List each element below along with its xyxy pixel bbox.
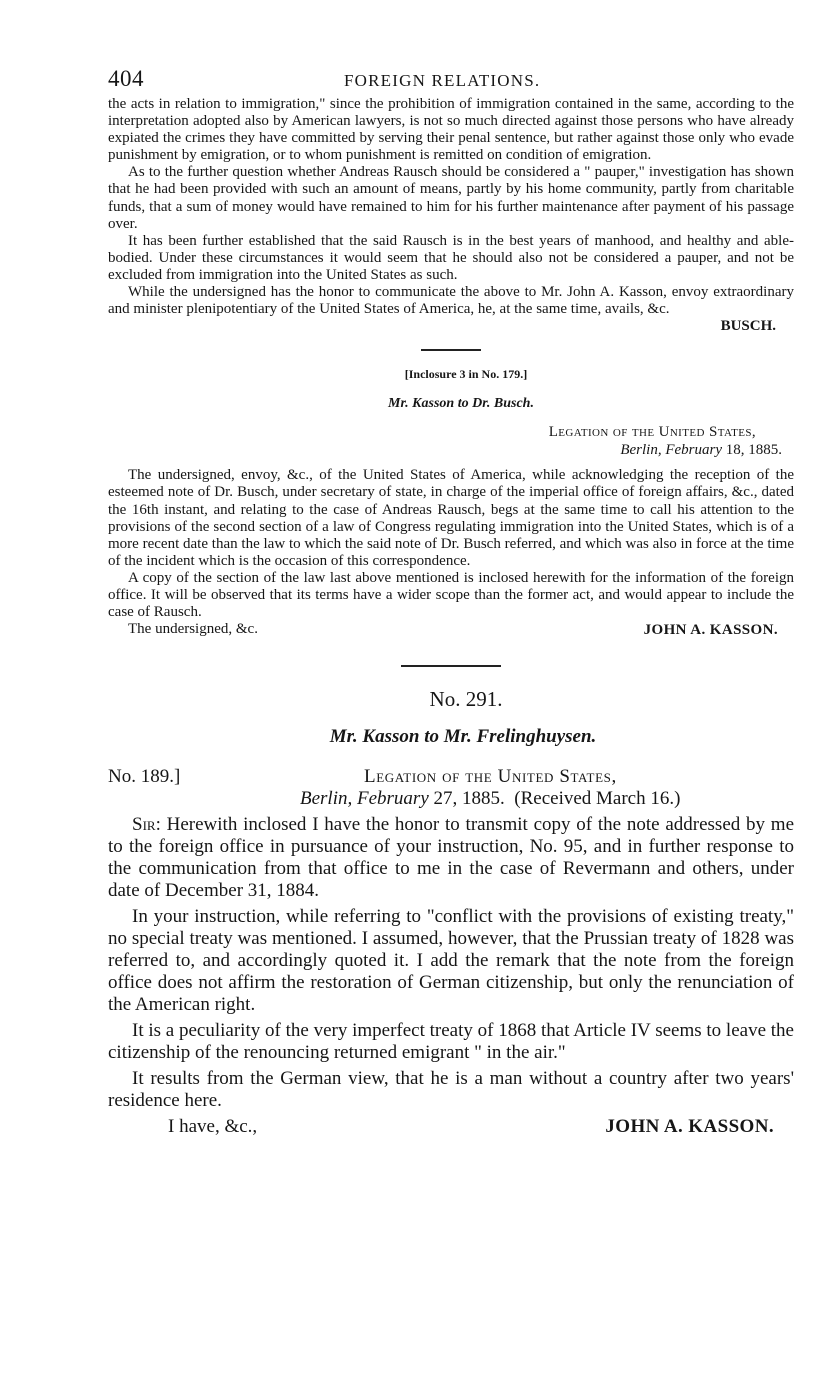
busch-paragraph-2: As to the further question whether Andreas Rausch should be considered a " pauper," investigation has shown that he had been provided with such an amount of means, partly by his home community, partly from charitable funds, that a sum of money would have remained to him for his further maintenance after payment of his passage over.: [108, 164, 794, 232]
busch-paragraph-1: the acts in relation to immigration," since the prohibition of immigration contained in the same, according to the interpretation adopted also by American lawyers, is not so much directed against those persons who have already expiated the crimes they have committed by serving their penal sentence, but rather against those only who evade punishment by emigration, or to whom punishment is remitted on condition of emigration.: [108, 96, 794, 164]
inclosure-place: Berlin,: [620, 441, 662, 458]
document-number: No. 291.: [429, 687, 503, 712]
document-body: [108, 814, 794, 1112]
document-received: (Received March 16.): [514, 788, 681, 810]
inclosure-label: [Inclosure 3 in No. 179.]: [404, 367, 528, 382]
document-paragraph-3: It is a peculiarity of the very imperfect treaty of 1868 that Article IV seems to leave the citizenship of the renouncing returned emigrant " in the air.": [108, 1020, 794, 1064]
document-signature: JOHN A. KASSON.: [605, 1116, 774, 1138]
kasson-closing: The undersigned, &c.: [128, 621, 258, 638]
document-heading: Mr. Kasson to Mr. Frelinghuysen.: [329, 726, 597, 748]
document-paragraph-1: [108, 814, 794, 902]
inclosure-day-year: 18, 1885.: [725, 441, 782, 458]
salutation: Sir:: [132, 814, 161, 836]
document-dateline: [108, 762, 794, 808]
document-closing: [108, 1116, 794, 1142]
kasson-paragraph-2: A copy of the section of the law last above mentioned is inclosed herewith for the information of the foreign office. It will be observed that its terms have a wider scope than the former act, and would appear to include the case of Rausch.: [108, 569, 794, 621]
inclosure-legation: Legation of the United States,: [548, 424, 756, 441]
document-month: February: [357, 788, 429, 810]
busch-signature: BUSCH.: [720, 318, 776, 335]
section-divider-2: [401, 665, 501, 667]
busch-paragraph-3: It has been further established that the said Rausch is in the best years of manhood, and healthy and able-bodied. Under these circumstances it would seem that he should also not be considered a pauper, and not be excluded from immigration into the United States as such.: [108, 232, 794, 283]
inclosure-date: [108, 442, 782, 460]
section-divider-1: [421, 349, 481, 351]
document-date: [300, 788, 680, 810]
document-place: Berlin,: [300, 788, 353, 810]
inclosure-heading: Mr. Kasson to Dr. Busch.: [388, 396, 534, 412]
kasson-note: [108, 467, 794, 638]
running-head: FOREIGN RELATIONS.: [344, 71, 541, 90]
inclosure-month: February: [665, 441, 722, 458]
document-closing-text: I have, &c.,: [168, 1116, 258, 1138]
page-header: [108, 62, 794, 96]
document-paragraph-2: In your instruction, while referring to "conflict with the provisions of existing treaty," no special treaty was mentioned. I assumed, however, that the Prussian treaty of 1828 was referred to, and accordingly quoted it. I add the remark that the note from the foreign office does not affirm the restoration of German citizenship, but only the renunciation of the American right.: [108, 906, 794, 1016]
kasson-paragraph-1: The undersigned, envoy, &c., of the United States of America, while acknowledging the reception of the esteemed note of Dr. Busch, under secretary of state, in charge of the imperial office of foreign affairs, &c., dated the 16th instant, and relating to the case of Andreas Rausch, begs at the same time to call his attention to the provisions of the second section of a law of Congress regulating immigration into the United States, which is of a more recent date than the law to which the said note of Dr. Busch referred, and which was also in force at the time of the incident which is the occasion of this correspondence.: [108, 467, 794, 569]
kasson-signature: JOHN A. KASSON.: [643, 622, 778, 639]
document-day-year: 27, 1885.: [433, 788, 505, 810]
busch-paragraph-4: While the undersigned has the honor to communicate the above to Mr. John A. Kasson, envoy extraordinary and minister plenipotentiary of the United States of America, he, at the same time, avails, &c.: [108, 284, 794, 318]
busch-note: [108, 96, 794, 335]
document-paragraph-4: It results from the German view, that he is a man without a country after two years' residence here.: [108, 1068, 794, 1112]
document-legation: Legation of the United States,: [364, 766, 617, 788]
document-ref-number: No. 189.]: [108, 766, 181, 788]
document-paragraph-1-text: Herewith inclosed I have the honor to transmit copy of the note addressed by me to the foreign office in pursuance of your instruction, No. 95, and in further response to the communication from that office to me in the case of Revermann and others, under date of December 31, 1884.: [108, 814, 795, 902]
page-number: 404: [108, 66, 144, 91]
inclosure-dateline: [108, 424, 794, 459]
document-page: [108, 62, 794, 1142]
